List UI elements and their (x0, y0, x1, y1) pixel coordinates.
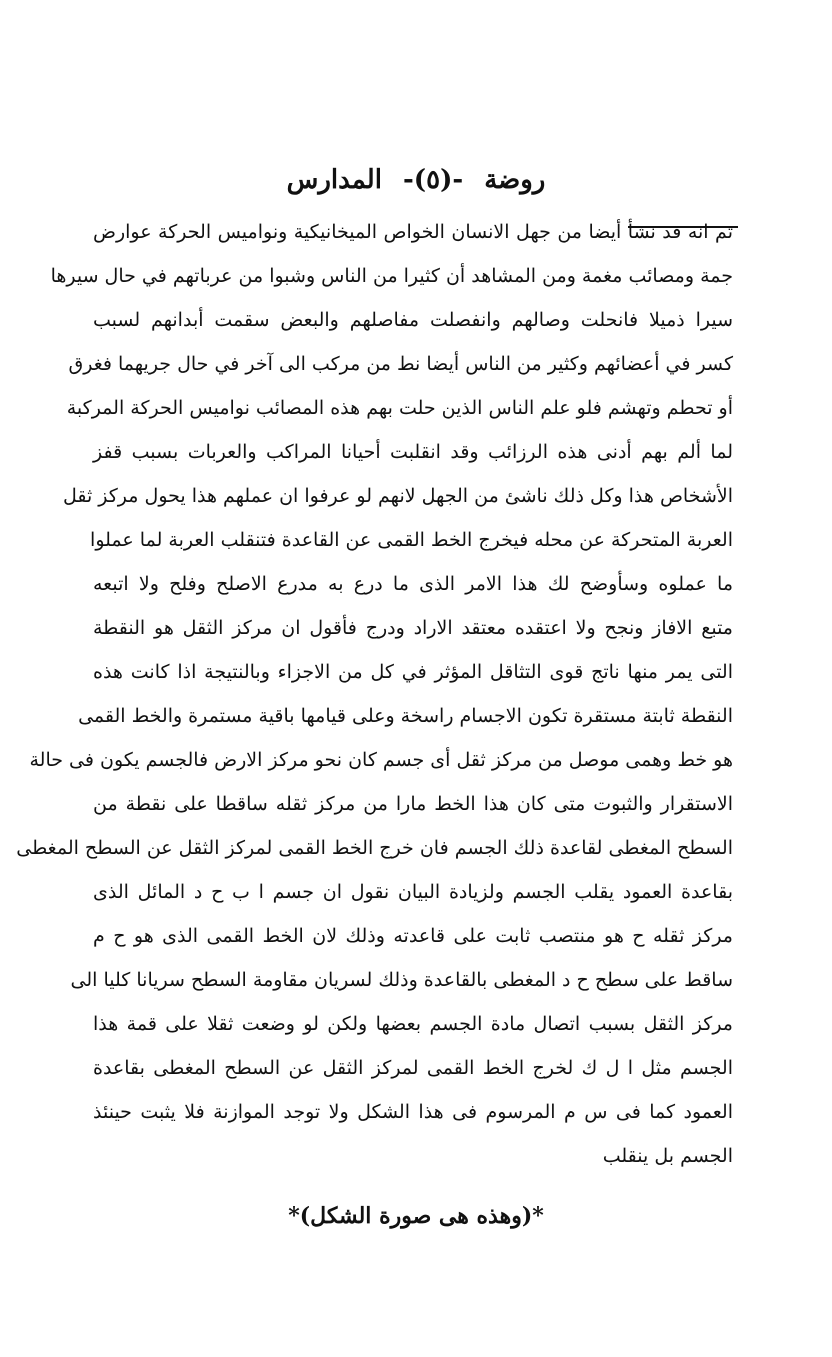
header-title: روضة (484, 165, 546, 195)
body-text (16, 210, 733, 1178)
text-line: العربة المتحركة عن محله فيخرج الخط القمى عن القاعدة فتنقلب العربة لما عملوا (90, 529, 733, 551)
text-line: كسر في أعضائهم وكثير من الناس أيضا نط من مركب الى آخر في حال جريهما فغرق (68, 353, 733, 375)
text-line: مركز ثقله ح هو منتصب ثابت على قاعدته وذلك لان الخط القمى الذى هو ح م (93, 925, 733, 947)
text-line: مركز الثقل بسبب اتصال مادة الجسم بعضها ولكن لو وضعت ثقلا على قمة هذا (93, 1013, 733, 1035)
text-line: الجسم مثل ا ل ك لخرج الخط القمى لمركز الثقل عن السطح المغطى بقاعدة (93, 1057, 733, 1079)
text-line: الاستقرار والثبوت متى كان هذا الخط مارا من مركز ثقله ساقطا على نقطة من (93, 793, 733, 815)
text-line: الجسم بل ينقلب (602, 1145, 733, 1167)
page-number: -(٥)- (403, 165, 464, 195)
text-line: العمود كما فى س م المرسوم فى هذا الشكل ولا توجد الموازنة فلا يثبت حينئذ (93, 1101, 733, 1123)
text-line: هو خط وهمى موصل من مركز ثقل أى جسم كان نحو مركز الارض فالجسم يكون فى حالة (29, 749, 733, 771)
text-line: لما ألم بهم أدنى هذه الرزائب وقد انقلبت أحيانا المراكب والعربات بسبب قفز (93, 441, 733, 463)
text-line: بقاعدة العمود يقلب الجسم ولزيادة البيان نقول ان جسم ا ب ح د المائل الذى (93, 881, 733, 903)
text-line: ما عملوه وسأوضح لك هذا الامر الذى ما درع به مدرع الاصلح وفلح ولا اتبعه (93, 573, 733, 595)
text-line: سيرا ذميلا فانحلت وصالهم وانفصلت مفاصلهم والبعض سقمت أبدانهم لسبب (93, 309, 733, 331)
header-section: المدارس (286, 165, 382, 195)
page-header (0, 160, 832, 200)
text-line: النقطة ثابتة مستقرة تكون الاجسام راسخة وعلى قيامها باقية مستمرة والخط القمى (78, 705, 733, 727)
text-line: جمة ومصائب مغمة ومن المشاهد أن كثيرا من الناس وشبوا من عرباتهم في حال سيرها (50, 265, 733, 287)
text-line: متبع الافاز ونجح ولا اعتقده معتقد الاراد ودرج فأقول ان مركز الثقل هو النقطة (93, 617, 733, 639)
figure-caption: *(وهذه هى صورة الشكل)* (288, 1203, 544, 1229)
text-line: الأشخاص هذا وكل ذلك ناشئ من الجهل لانهم لو عرفوا ان عملهم هذا يحول مركز ثقل (62, 485, 733, 507)
text-line: ساقط على سطح ح د المغطى بالقاعدة وذلك لسريان مقاومة السطح سريانا كليا الى (70, 969, 733, 991)
text-line: التى يمر منها ناتج قوى التثاقل المؤثر في كل من الاجزاء وبالنتيجة اذا كانت هذه (93, 661, 733, 683)
text-line: السطح المغطى لقاعدة ذلك الجسم فان خرج الخط القمى لمركز الثقل عن السطح المغطى (16, 837, 733, 859)
text-line: أو تحطم وتهشم فلو علم الناس الذين حلت بهم هذه المصائب نواميس الحركة المركبة (66, 397, 733, 419)
text-line: ثم انه قد نشأ أيضا من جهل الانسان الخواص الميخانيكية ونواميس الحركة عوارض (93, 221, 733, 243)
